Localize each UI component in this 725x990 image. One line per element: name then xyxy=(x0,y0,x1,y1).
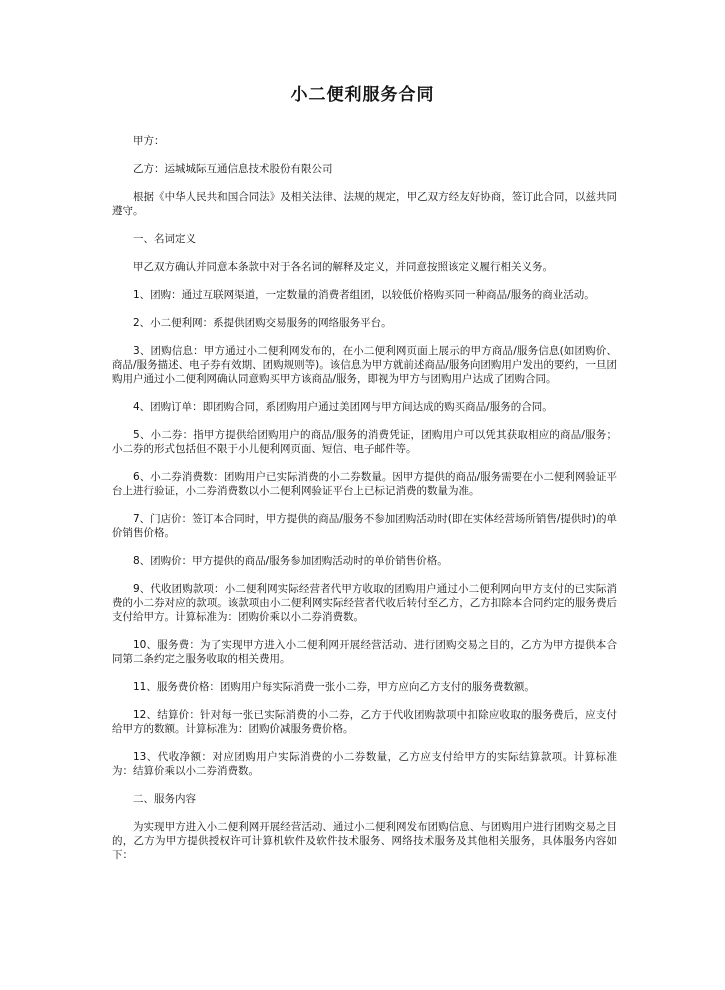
definition-6: 6、小二券消费数：团购用户已实际消费的小二券数量。因甲方提供的商品/服务需要在小二便利网验证平台上进行验证，小二券消费数以小二便利网验证平台上已标记消费的数量为准。 xyxy=(112,471,617,497)
section-1-intro: 甲乙双方确认并同意本条款中对于各名词的解释及定义，并同意按照该定义履行相关义务。 xyxy=(133,261,553,273)
definition-12: 12、结算价：针对每一张已实际消费的小二券，乙方于代收团购款项中扣除应收取的服务费后，应支付给甲方的数额。计算标准为：团购价减服务费价格。 xyxy=(112,709,617,735)
definition-10: 10、服务费：为了实现甲方进入小二便利网开展经营活动、进行团购交易之目的，乙方为甲方提供本合同第二条约定之服务收取的相关费用。 xyxy=(112,639,617,665)
definition-2: 2、小二便利网：系提供团购交易服务的网络服务平台。 xyxy=(133,317,392,329)
contract-body xyxy=(112,134,617,876)
definition-7: 7、门店价：签订本合同时，甲方提供的商品/服务不参加团购活动时(即在实体经营场所销售/提供时)的单价销售价格。 xyxy=(112,513,617,539)
section-2-heading: 二、服务内容 xyxy=(133,793,196,805)
definition-9: 9、代收团购款项：小二便利网实际经营者代甲方收取的团购用户通过小二便利网向甲方支付的已实际消费的小二券对应的款项。该款项由小二便利网实际经营者代收后转付至乙方，乙方扣除本合同约定的服务费后支付给甲方。计算标准为：团购价乘以小二券消费数。 xyxy=(112,583,617,623)
definition-8: 8、团购价：甲方提供的商品/服务参加团购活动时的单价销售价格。 xyxy=(133,555,448,567)
section-1-heading: 一、名词定义 xyxy=(133,233,196,245)
party-b: 乙方：运城城际互通信息技术股份有限公司 xyxy=(133,163,333,175)
definition-13: 13、代收净额：对应团购用户实际消费的小二券数量，乙方应支付给甲方的实际结算款项。计算标准为：结算价乘以小二券消费数。 xyxy=(112,751,617,777)
definition-4: 4、团购订单：即团购合同，系团购用户通过美团网与甲方间达成的购买商品/服务的合同。 xyxy=(133,401,553,413)
definition-5: 5、小二券：指甲方提供给团购用户的商品/服务的消费凭证，团购用户可以凭其获取相应的商品/服务；小二券的形式包括但不限于小儿便利网页面、短信、电子邮件等。 xyxy=(112,429,617,455)
party-a: 甲方： xyxy=(133,135,165,147)
definition-11: 11、服务费价格：团购用户每实际消费一张小二券，甲方应向乙方支付的服务费数额。 xyxy=(133,681,535,693)
section-2-intro: 为实现甲方进入小二便利网开展经营活动、通过小二便利网发布团购信息、与团购用户进行团购交易之目的，乙方为甲方提供授权许可计算机软件及软件技术服务、网络技术服务及其他相关服务，具体服务内容如下： xyxy=(112,821,617,861)
definition-1: 1、团购：通过互联网渠道，一定数量的消费者组团，以较低价格购买同一种商品/服务的商业活动。 xyxy=(133,289,595,301)
preamble: 根据《中华人民共和国合同法》及相关法律、法规的规定，甲乙双方经友好协商，签订此合同，以兹共同遵守。 xyxy=(112,191,617,217)
definition-3: 3、团购信息：甲方通过小二便利网发布的，在小二便利网页面上展示的甲方商品/服务信息(如团购价、商品/服务描述、电子券有效期、团购规则等)。该信息为甲方就前述商品/服务向团购用户发出的要约，一旦团购用户通过小二便利网确认同意购买甲方该商品/服务，即视为甲方与团购用户达成了团购合同。 xyxy=(112,345,617,385)
contract-title: 小二便利服务合同 xyxy=(290,85,435,105)
